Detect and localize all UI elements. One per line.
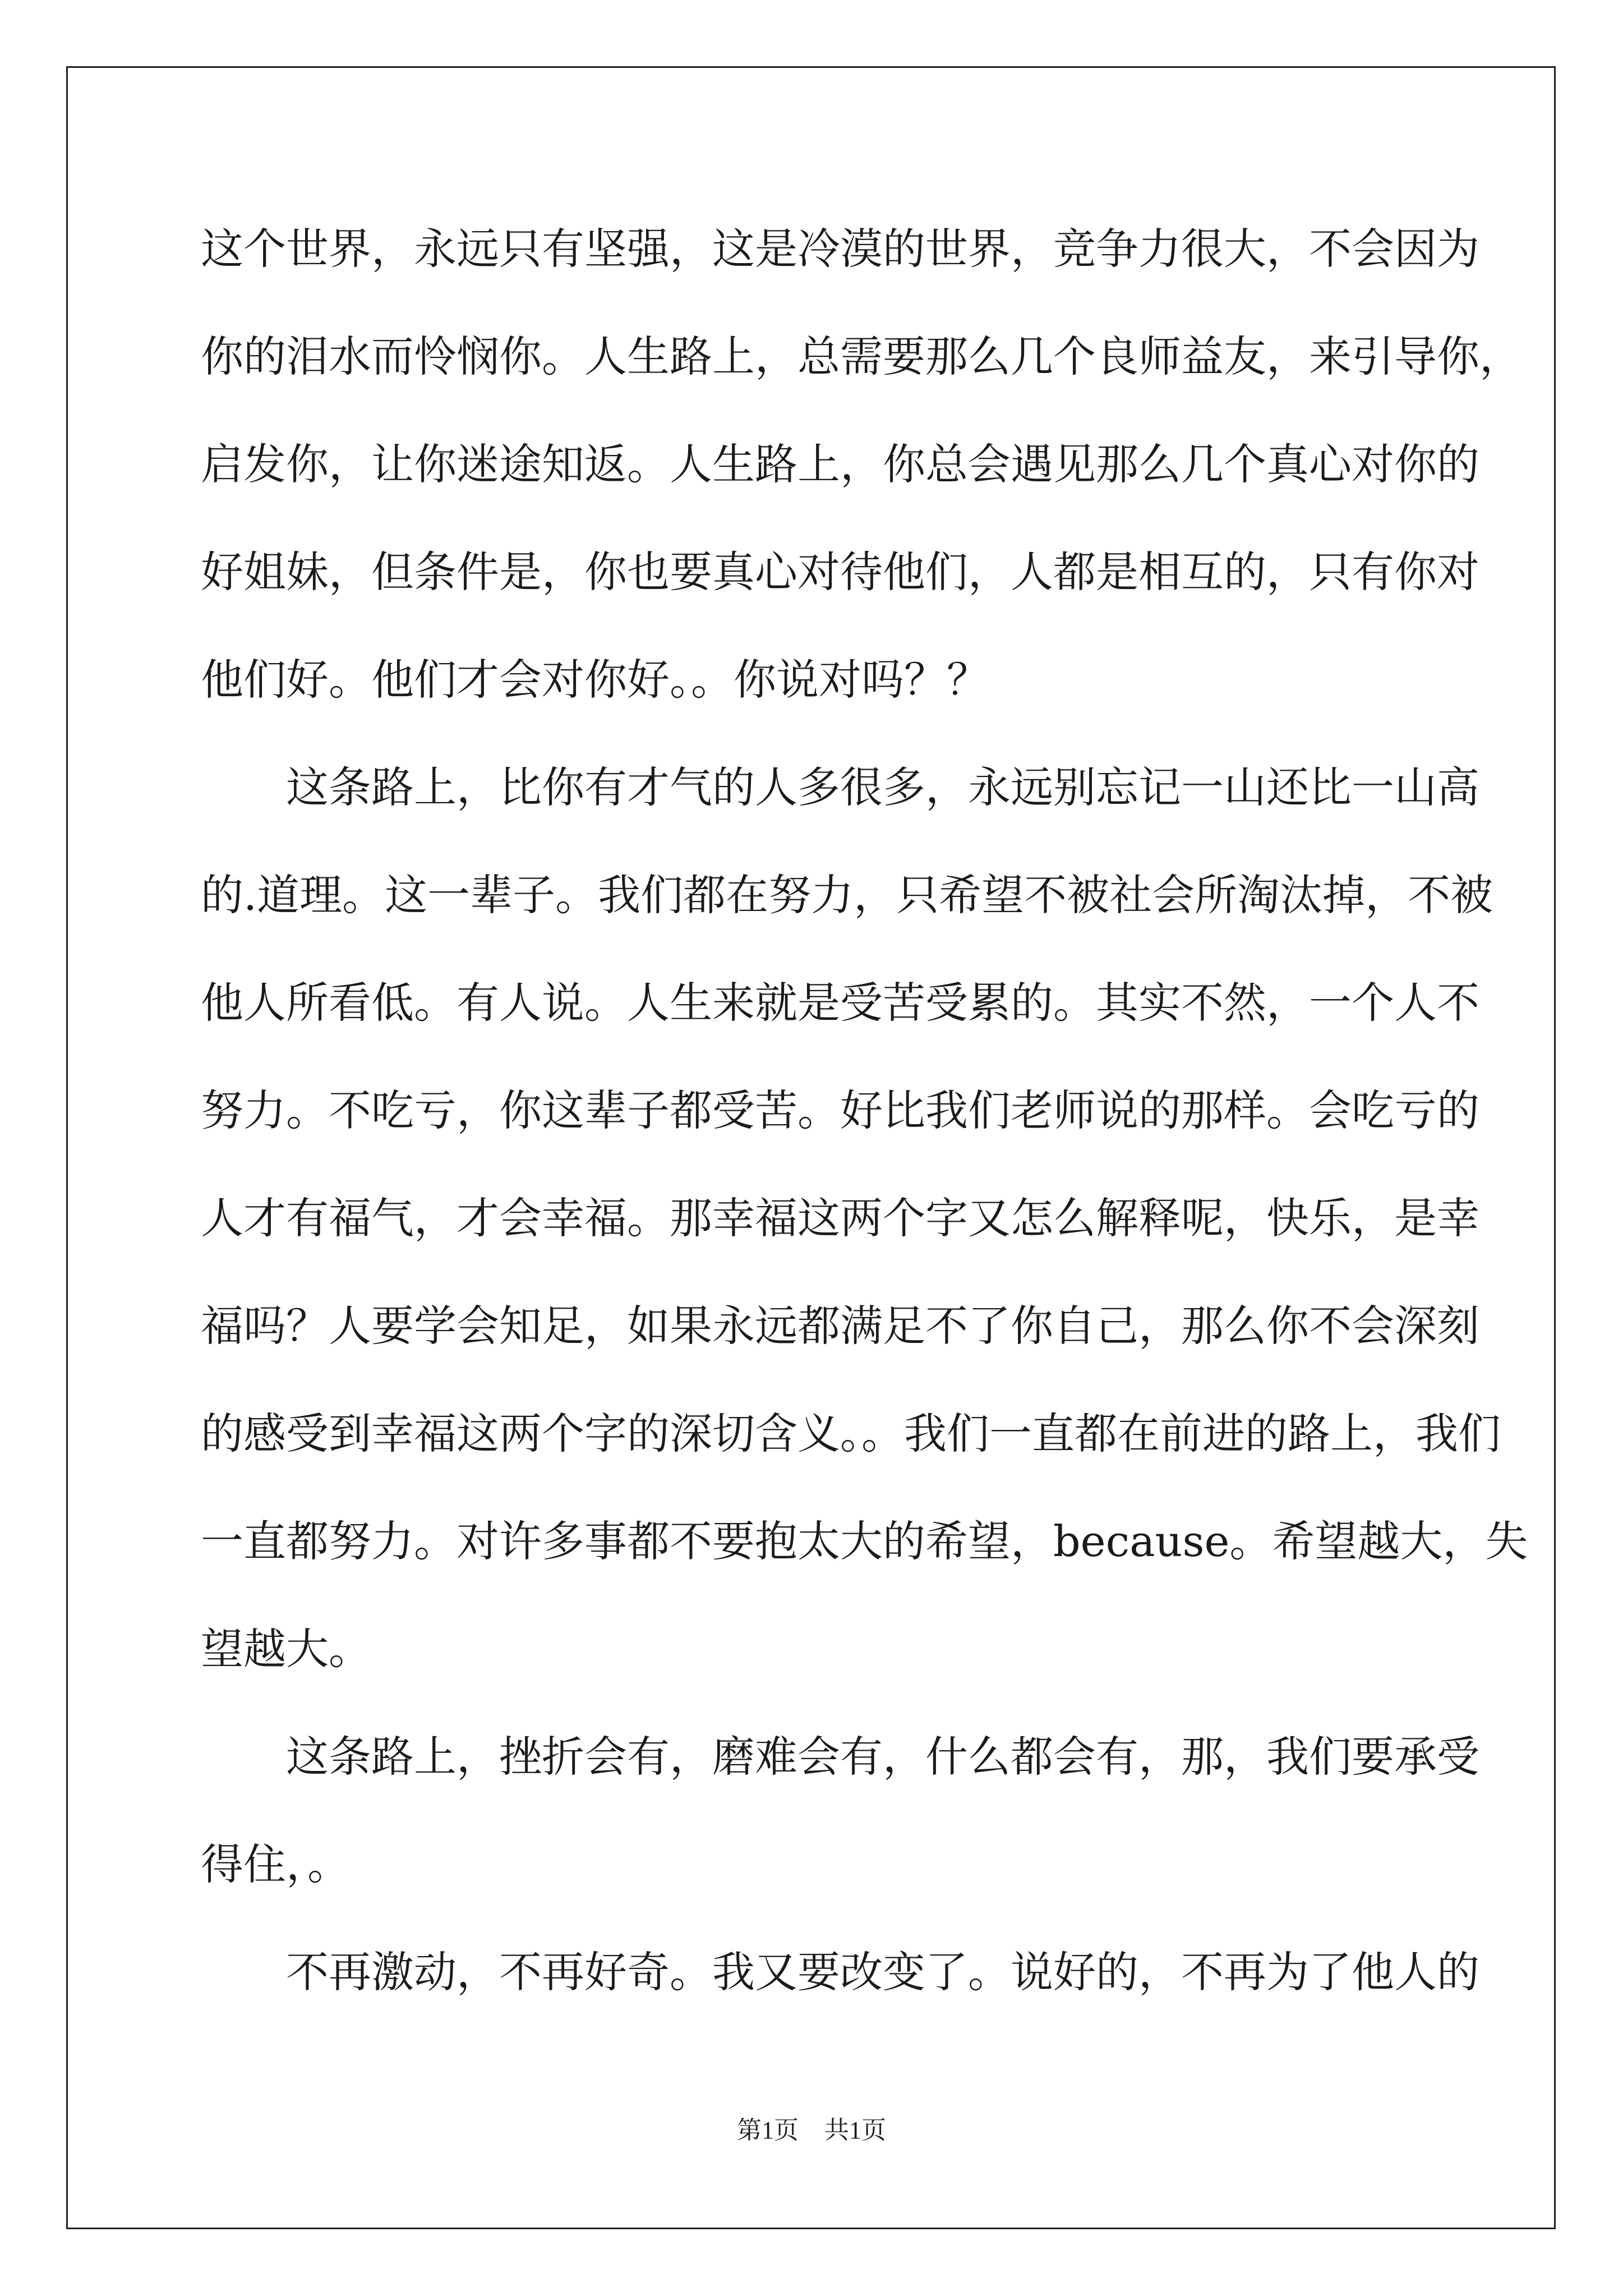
page-number: 第1页 <box>737 2116 799 2144</box>
text-line: 不再激动，不再好奇。我又要改变了。说好的，不再为了他人的 <box>201 1947 1479 1997</box>
page-border <box>66 66 1556 2229</box>
text-line: 得住，。 <box>201 1839 350 1889</box>
text-line: 启发你，让你迷途知返。人生路上，你总会遇见那么几个真心对你的 <box>201 439 1479 489</box>
text-line: 的感受到幸福这两个字的深切含义。。我们一直都在前进的路上，我们 <box>201 1409 1501 1458</box>
text-line: 努力。不吃亏，你这辈子都受苦。好比我们老师说的那样。会吃亏的 <box>201 1085 1479 1135</box>
text-line: 望越大。 <box>201 1624 371 1674</box>
text-line: 一直都努力。对许多事都不要抱太大的希望，because。希望越大，失 <box>201 1516 1528 1566</box>
text-line: 福吗？人要学会知足，如果永远都满足不了你自己，那么你不会深刻 <box>201 1301 1479 1351</box>
text-line: 人才有福气，才会幸福。那幸福这两个字又怎么解释呢，快乐，是幸 <box>201 1193 1479 1243</box>
page-footer <box>0 2114 1623 2147</box>
text-line: 的.道理。这一辈子。我们都在努力，只希望不被社会所淘汰掉，不被 <box>201 870 1493 920</box>
text-line: 这条路上，挫折会有，磨难会有，什么都会有，那，我们要承受 <box>201 1732 1479 1782</box>
text-line: 好姐妹，但条件是，你也要真心对待他们，人都是相互的，只有你对 <box>201 547 1479 597</box>
text-line: 这条路上，比你有才气的人多很多，永远别忘记一山还比一山高 <box>201 762 1479 812</box>
text-line: 你的泪水而怜悯你。人生路上，总需要那么几个良师益友，来引导你， <box>201 332 1522 381</box>
text-line: 这个世界，永远只有坚强，这是冷漠的世界，竞争力很大，不会因为 <box>201 224 1479 274</box>
page-total: 共1页 <box>824 2116 886 2144</box>
text-line: 他人所看低。有人说。人生来就是受苦受累的。其实不然，一个人不 <box>201 978 1479 1028</box>
text-line: 他们好。他们才会对你好。。你说对吗？？ <box>201 655 989 705</box>
